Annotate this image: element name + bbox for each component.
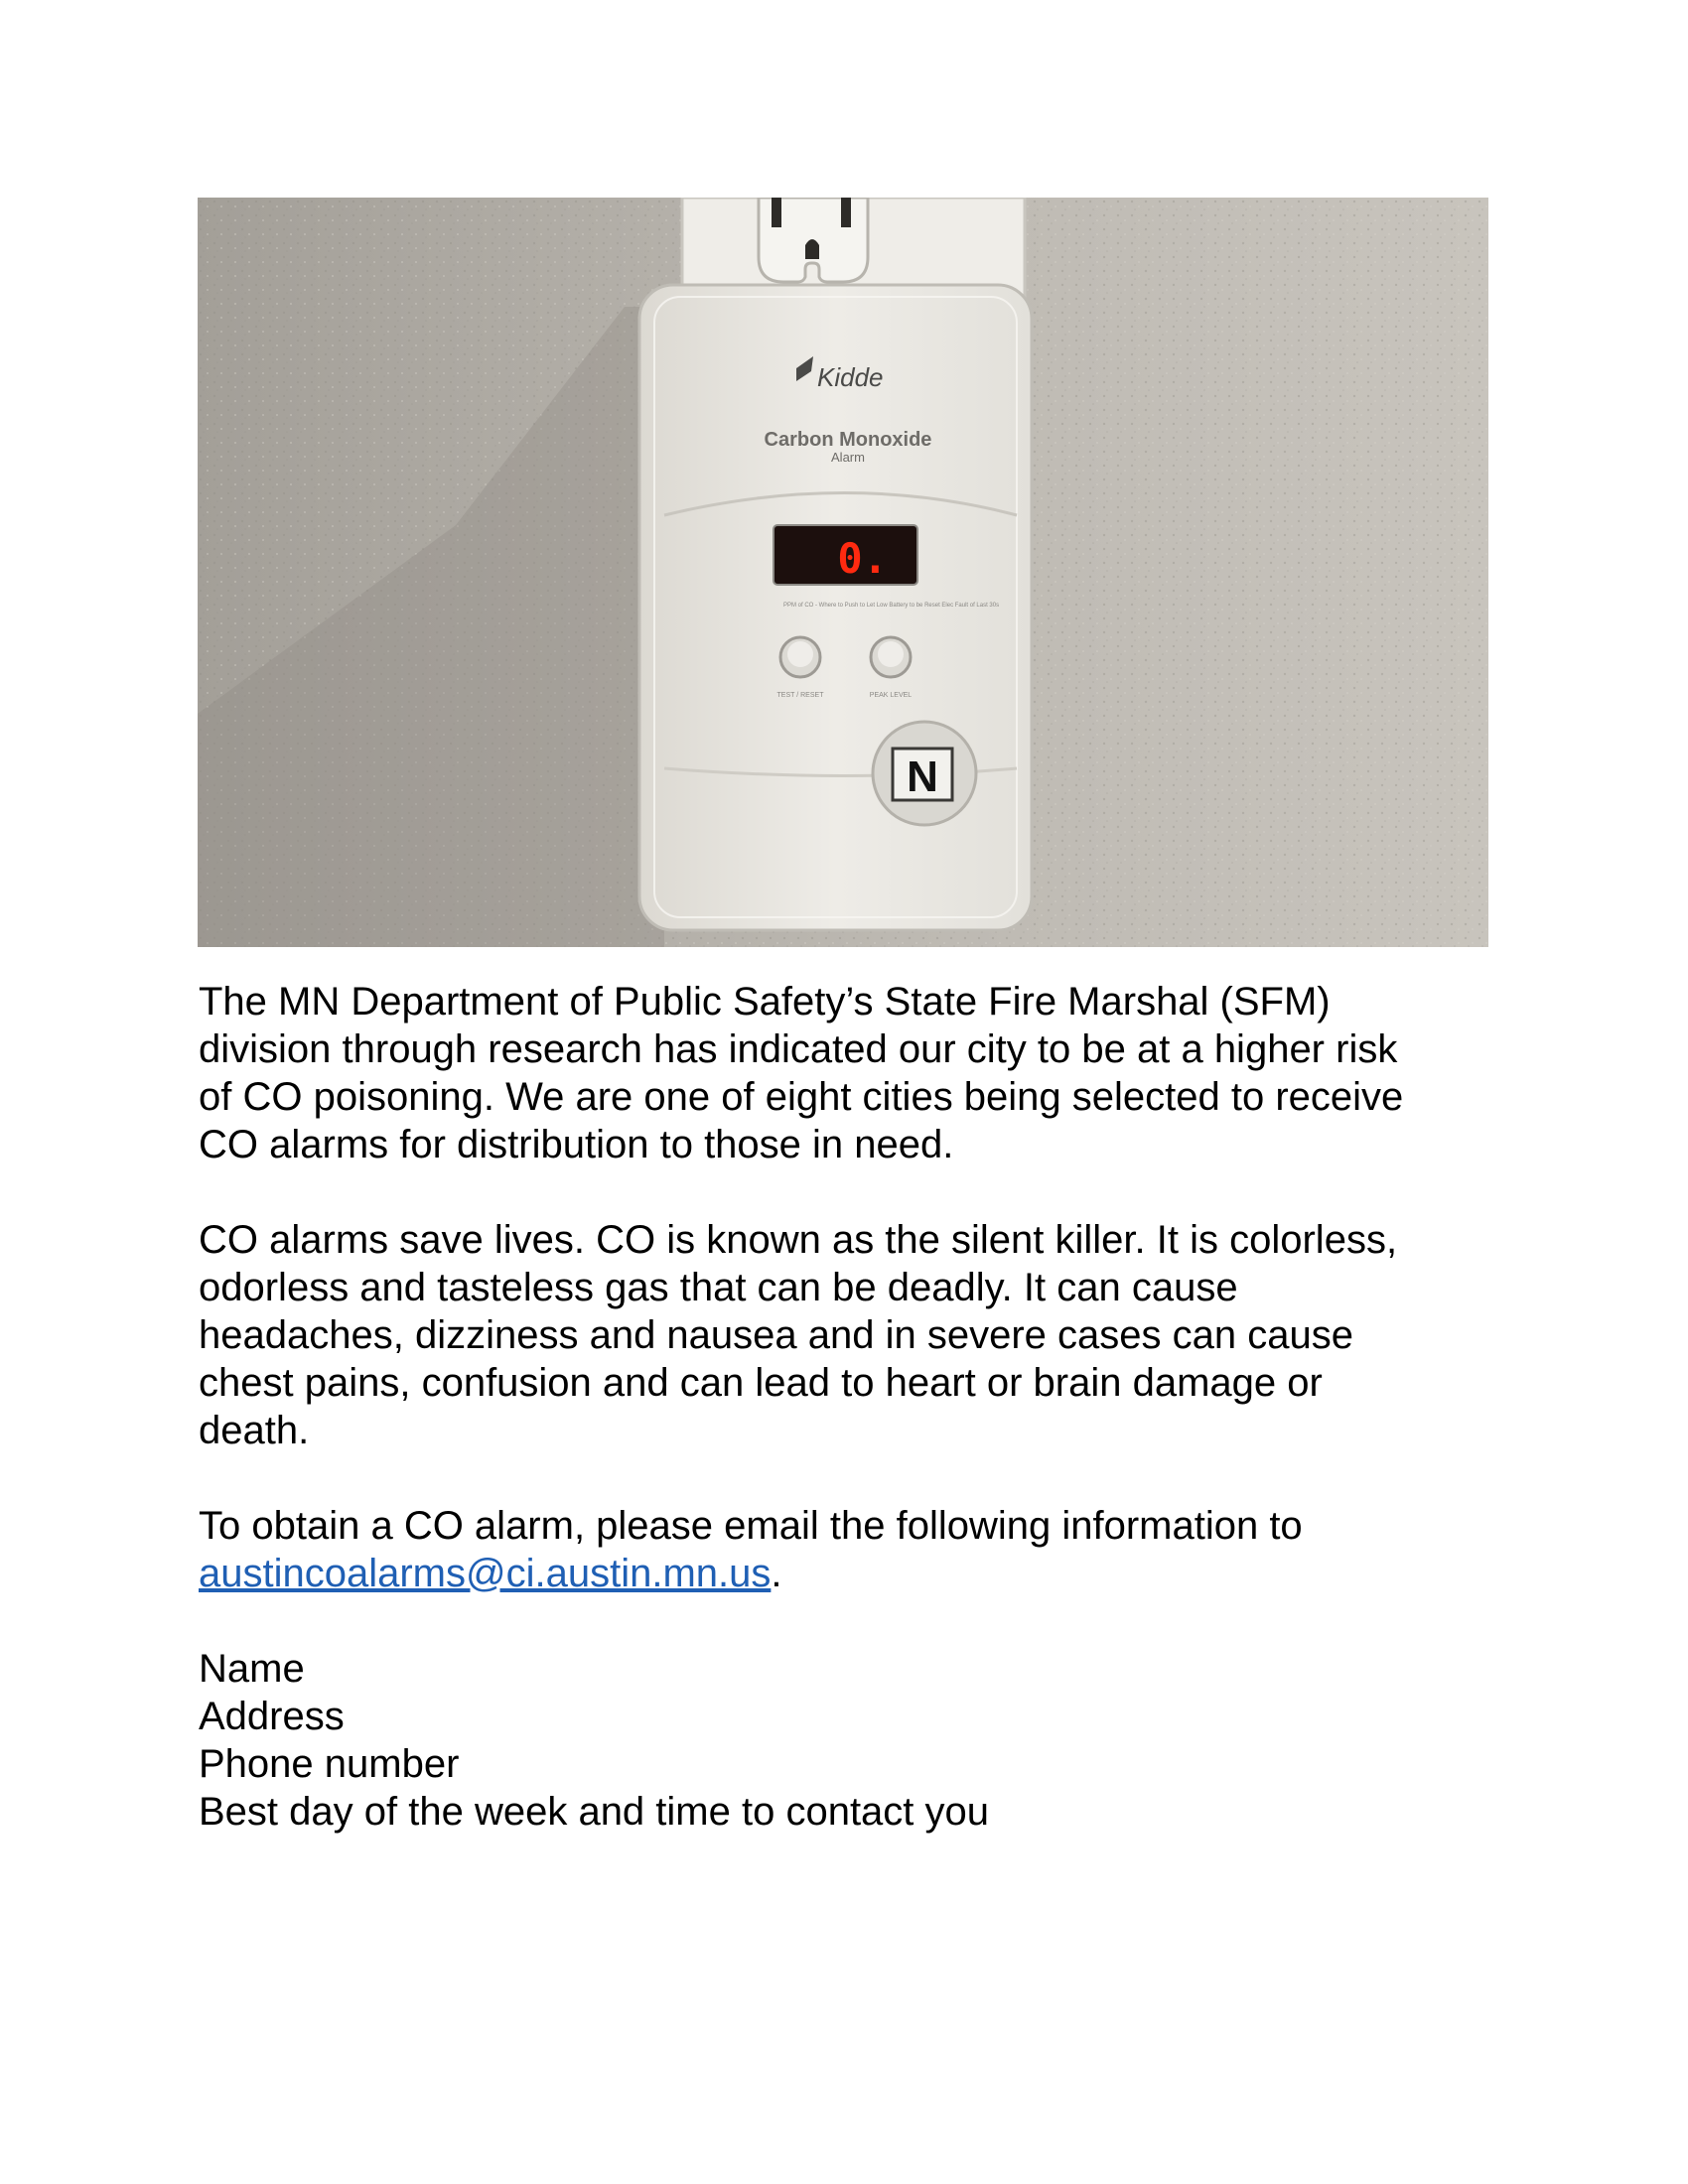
- indicator-letter: N: [907, 752, 938, 801]
- intro-line: of CO poisoning. We are one of eight cities being selected to receive: [199, 1075, 1404, 1119]
- device-instructions: PPM of CO - Where to Push to Let Low Battery to be Reset Elec Fault of Last 30s: [783, 603, 1000, 609]
- danger-line: chest pains, confusion and can lead to heart or brain damage or: [199, 1361, 1323, 1405]
- danger-line: odorless and tasteless gas that can be deadly. It can cause: [199, 1266, 1238, 1309]
- document-body: [199, 978, 1499, 1836]
- peak-level-label: PEAK LEVEL: [869, 692, 913, 699]
- danger-paragraph: [199, 1216, 1499, 1454]
- danger-line: death.: [199, 1409, 310, 1452]
- display-reading: 0.: [837, 534, 888, 583]
- device-title: Carbon Monoxide: [764, 429, 932, 451]
- intro-line: The MN Department of Public Safety’s State Fire Marshal (SFM): [199, 980, 1331, 1024]
- list-item: Best day of the week and time to contact you: [199, 1790, 990, 1834]
- list-item: Name: [199, 1647, 305, 1691]
- danger-line: CO alarms save lives. CO is known as the silent killer. It is colorless,: [199, 1218, 1398, 1262]
- required-info-list: [199, 1645, 1499, 1836]
- test-reset-label: TEST / RESET: [776, 692, 824, 699]
- device-subtitle: Alarm: [831, 450, 865, 465]
- email-period: .: [771, 1552, 782, 1595]
- email-link[interactable]: austincoalarms@ci.austin.mn.us: [199, 1552, 772, 1595]
- request-line: To obtain a CO alarm, please email the following information to: [199, 1504, 1303, 1548]
- danger-line: headaches, dizziness and nausea and in severe cases can cause: [199, 1313, 1353, 1357]
- brand-logo: Kidde: [817, 362, 884, 392]
- intro-paragraph: [199, 978, 1499, 1168]
- intro-line: division through research has indicated our city to be at a higher risk: [199, 1027, 1398, 1071]
- intro-line: CO alarms for distribution to those in need.: [199, 1123, 954, 1166]
- co-alarm-photo: [198, 198, 1488, 947]
- email-line: [199, 1550, 1499, 1597]
- list-item: Phone number: [199, 1742, 460, 1786]
- list-item: Address: [199, 1695, 345, 1738]
- request-paragraph: [199, 1502, 1499, 1597]
